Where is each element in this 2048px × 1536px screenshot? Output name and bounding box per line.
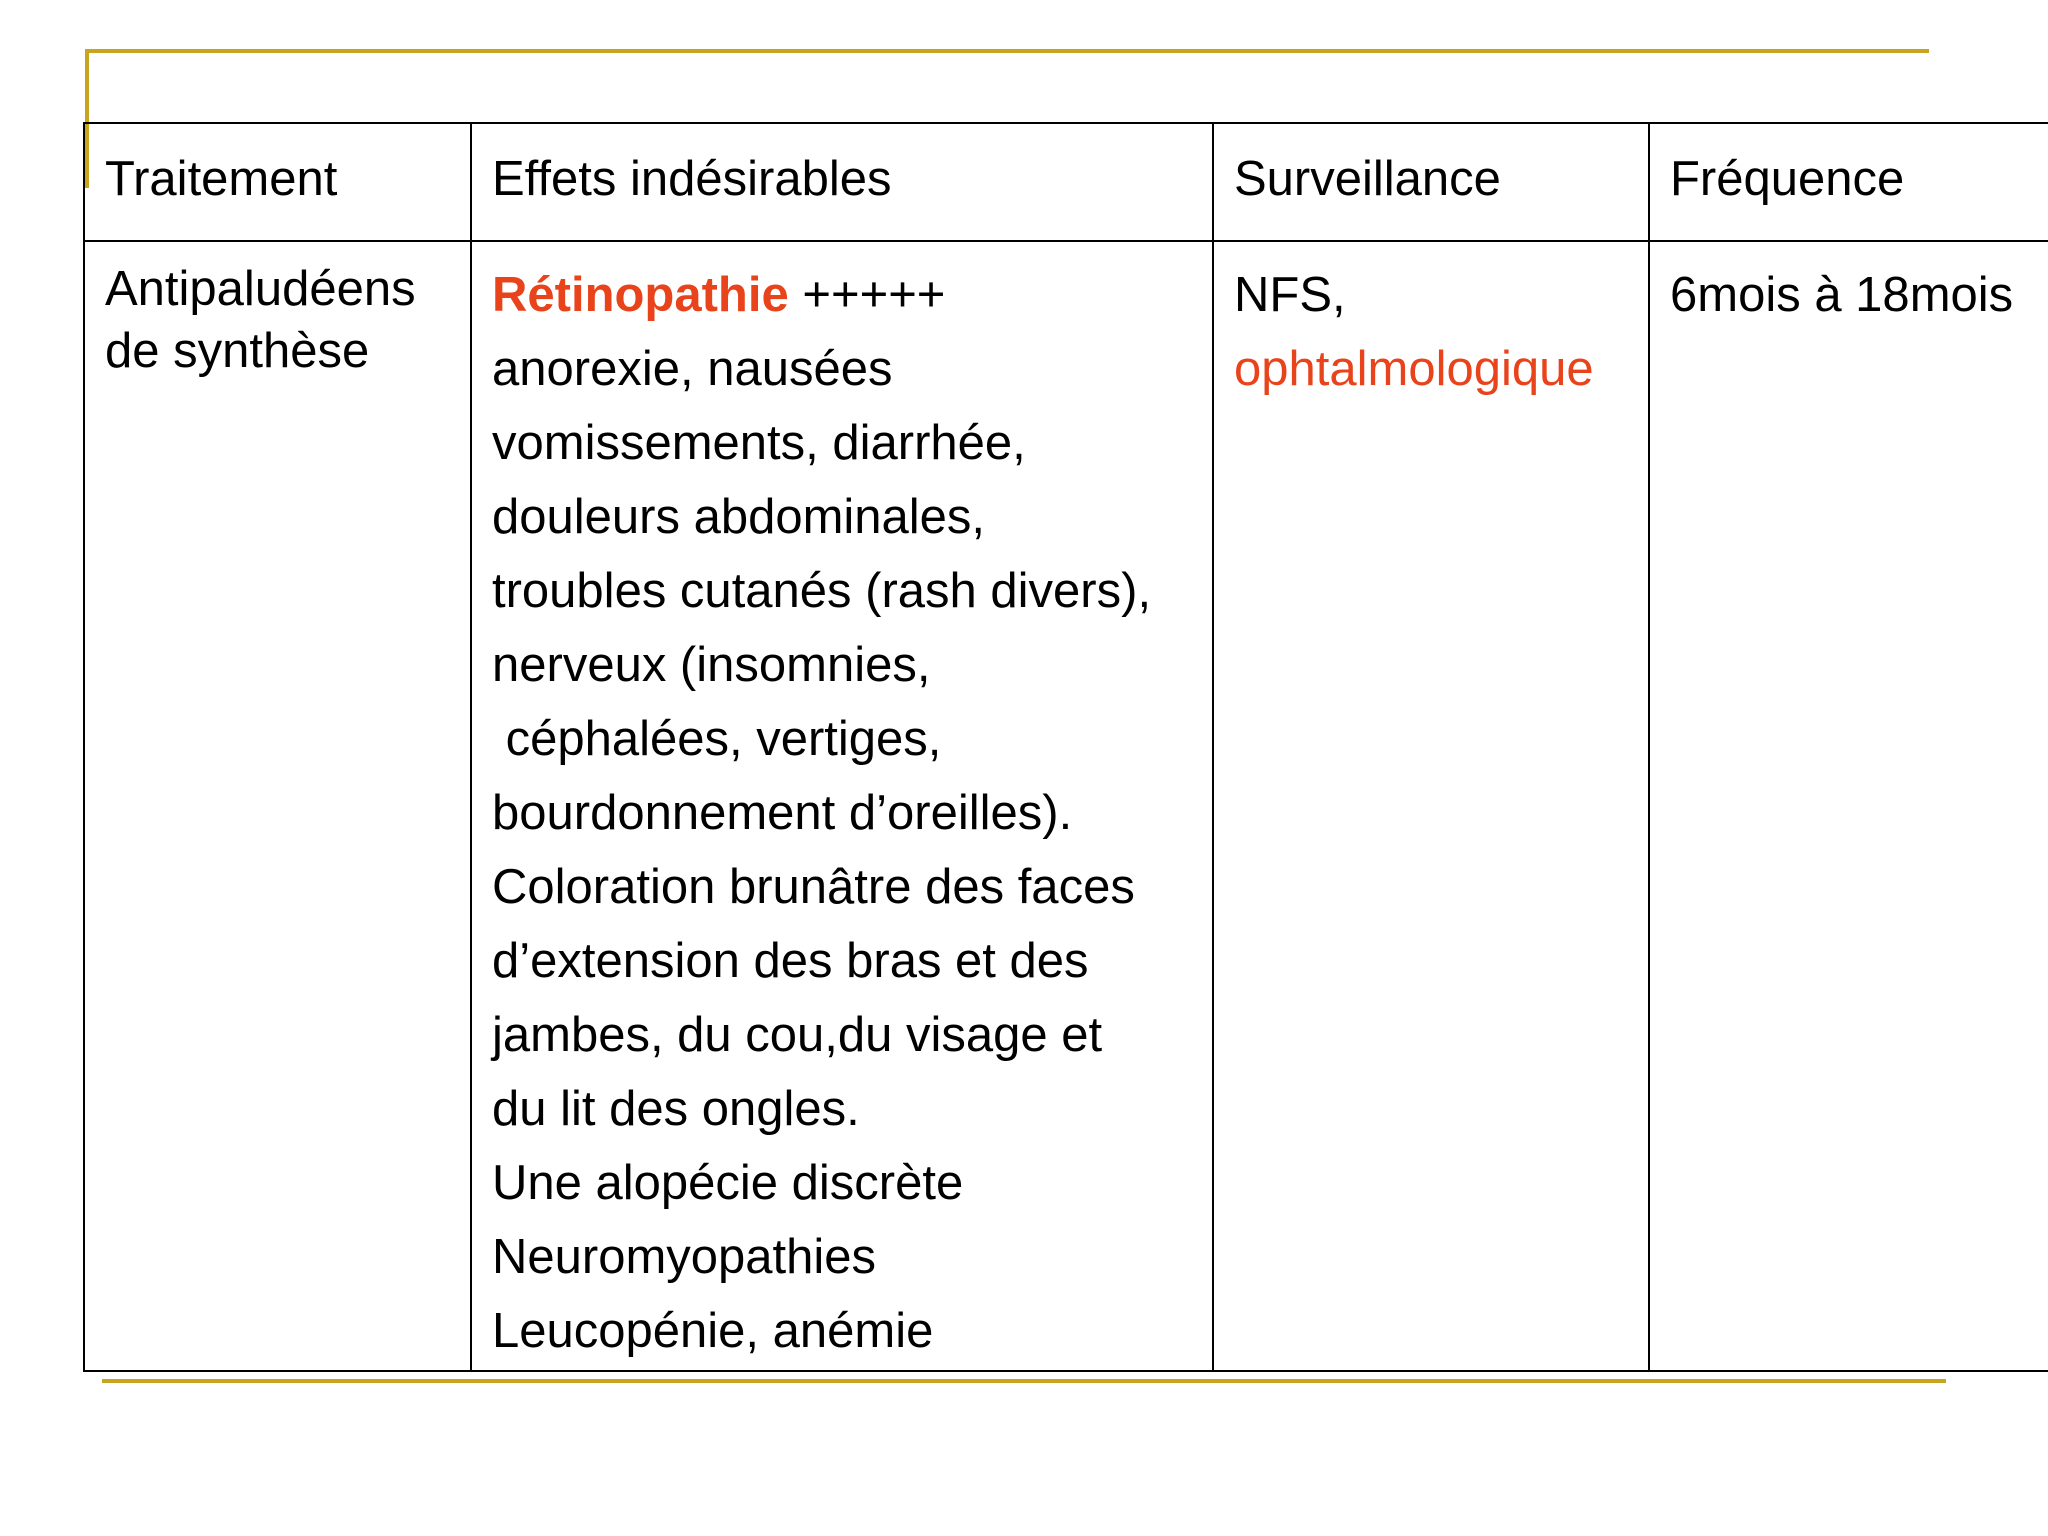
effets-first-line bbox=[492, 258, 1192, 332]
cell-frequence bbox=[1649, 241, 2048, 1371]
surveillance-nfs: NFS, bbox=[1234, 268, 1346, 322]
effets-line: Leucopénie, anémie bbox=[492, 1304, 934, 1358]
cell-effets-indesirables bbox=[471, 241, 1213, 1371]
treatment-table bbox=[83, 122, 2048, 1372]
effets-line: bourdonnement d’oreilles). bbox=[492, 786, 1073, 840]
header-traitement: Traitement bbox=[84, 123, 471, 241]
effets-line: jambes, du cou,du visage et bbox=[492, 1008, 1103, 1062]
slide-frame-bottom-line bbox=[102, 1379, 1946, 1383]
effets-line: douleurs abdominales, bbox=[492, 490, 986, 544]
effets-line: nerveux (insomnies, bbox=[492, 638, 931, 692]
effets-line: du lit des ongles. bbox=[492, 1082, 860, 1136]
header-frequence: Fréquence bbox=[1649, 123, 2048, 241]
table-header-row bbox=[84, 123, 2048, 241]
traitement-line: Antipaludéens bbox=[105, 262, 416, 316]
cell-traitement bbox=[84, 241, 471, 1371]
effets-line: Coloration brunâtre des faces bbox=[492, 860, 1135, 914]
retinopathie-suffix: +++++ bbox=[788, 268, 946, 322]
effets-line: troubles cutanés (rash divers), bbox=[492, 564, 1152, 618]
effets-line: céphalées, vertiges, bbox=[492, 712, 942, 766]
effets-line: anorexie, nausées bbox=[492, 342, 893, 396]
surveillance-ophtalmologique: ophtalmologique bbox=[1234, 342, 1594, 396]
effets-line: Neuromyopathies bbox=[492, 1230, 877, 1284]
table-row bbox=[84, 241, 2048, 1371]
effets-line: Une alopécie discrète bbox=[492, 1156, 964, 1210]
effets-line: d’extension des bras et des bbox=[492, 934, 1089, 988]
frequence-value: 6mois à 18mois bbox=[1670, 268, 2014, 322]
header-effets-indesirables: Effets indésirables bbox=[471, 123, 1213, 241]
header-surveillance: Surveillance bbox=[1213, 123, 1649, 241]
cell-surveillance bbox=[1213, 241, 1649, 1371]
retinopathie-highlight: Rétinopathie bbox=[492, 268, 789, 322]
effets-line: vomissements, diarrhée, bbox=[492, 416, 1026, 470]
slide-frame-top-line bbox=[85, 49, 1929, 53]
traitement-line: de synthèse bbox=[105, 324, 370, 378]
